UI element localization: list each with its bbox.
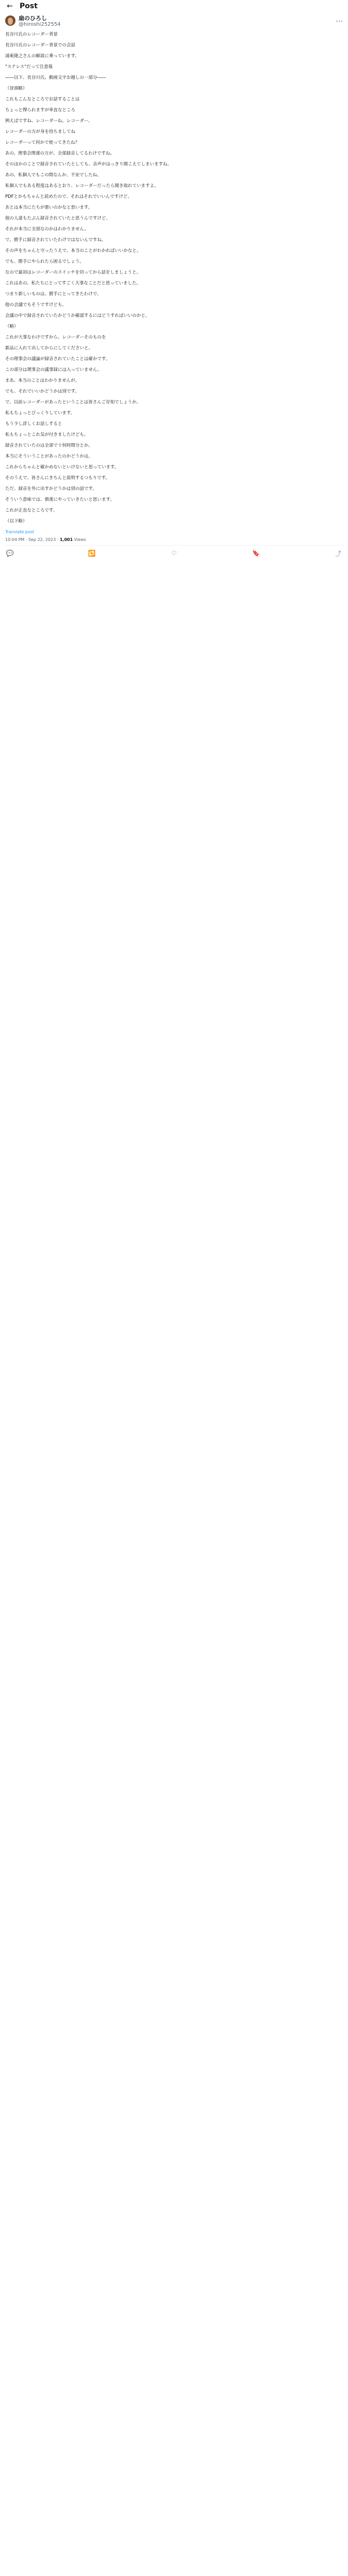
share-icon[interactable]: ⤴ (335, 550, 341, 557)
translate-post-link[interactable]: Translate post (5, 530, 35, 534)
post-paragraph: そういう意味では、慎重にやっていきたいと思います。 (5, 497, 114, 502)
post-content (0, 32, 348, 524)
post-actions (0, 546, 348, 561)
post-paragraph: これはあの、私たちにとってすごく大事なことだと思っていました。 (5, 281, 141, 286)
post-paragraph: で、勝手に録音されていたわけではないんですね。 (5, 238, 106, 243)
bookmark-icon[interactable]: 🔖 (252, 550, 260, 557)
post-paragraph: "ステレス"だって注意報 (5, 64, 53, 70)
post-paragraph: レコーダーって何かで使ってきたね？ (5, 140, 80, 145)
post-paragraph: これが大事なわけですから、レコーダーそのものを (5, 335, 106, 340)
post-meta (0, 537, 348, 542)
post-paragraph: 長谷川氏のレコーダー背景 (5, 32, 58, 37)
more-options-icon[interactable]: … (336, 15, 343, 24)
post-paragraph: これもこんなところでお話することは (5, 97, 80, 102)
reply-icon[interactable]: 💬 (6, 550, 14, 557)
like-icon[interactable]: ♡ (171, 550, 177, 557)
post-paragraph: なので最初はレコーダーのスイッチを切ってから話をしましょうと。 (5, 270, 141, 275)
author-names (19, 15, 61, 28)
post-paragraph: （冒頭略） (5, 86, 27, 91)
post-paragraph: 私もちょっとびっくりしています。 (5, 411, 75, 416)
post-paragraph: ――以下、長谷川氏、動画文字お越しの一部分―― (5, 75, 106, 80)
post-paragraph: その声をちゃんと守ったうえで、本当のことがわかればいいかなと。 (5, 248, 141, 253)
author-name[interactable]: 扇のひろし (19, 15, 47, 22)
post-paragraph: レコーダーの方が身を持ちましてね (5, 129, 76, 134)
post-paragraph: そのほかのことで録音されていたとしても、音声がはっきり聞こえてしまいますね。 (5, 162, 172, 167)
post-paragraph: ちょっと憚られますが率直なところ (5, 108, 76, 113)
post-paragraph: （略） (5, 324, 19, 329)
post-paragraph: あの、理事会関連の方が、全部録音してるわけですね。 (5, 151, 115, 156)
post-paragraph: そのうえで、皆さんにきちんと説明するつもりです。 (5, 476, 110, 481)
avatar[interactable] (5, 15, 15, 26)
post-paragraph: （以下略） (5, 519, 27, 524)
post-paragraph: これが正直なところです。 (5, 508, 58, 513)
post-paragraph: 他の人達もたぶん録音されていたと思うんですけど、 (5, 216, 111, 221)
post-paragraph: その理事会の議論が録音されていたことは確かです。 (5, 357, 110, 362)
post-page (0, 0, 348, 561)
post-paragraph: 浦東隆之さんの解説に乗っています。 (5, 54, 79, 59)
post-paragraph: 長谷川氏のレコーダー背景での会話 (5, 43, 76, 48)
post-paragraph: 会議の中で録音されていたかどうか確認するにはどうすればいいのかと。 (5, 313, 150, 318)
post-paragraph: この部分は理事会の議事録には入っていません。 (5, 367, 102, 372)
post-timestamp[interactable]: 10:04 PM · Sep 22, 2023 (5, 537, 56, 542)
post-paragraph: まあ、本当のことはわかりませんが。 (5, 378, 80, 383)
post-paragraph: それが本当に全部なのかはわかりません。 (5, 227, 89, 232)
post-paragraph: つまり新しいものは、勝手にとってきたわけで、 (5, 292, 102, 297)
meta-separator: · (57, 537, 60, 542)
post-paragraph: でも、それでいいかどうかは別です。 (5, 389, 79, 394)
page-title: Post (20, 2, 38, 10)
post-paragraph: 例えばですね、レコーダーね、レコーダー、 (5, 118, 93, 124)
post-paragraph: 新品に入れて出してからにしてくださいと。 (5, 346, 93, 351)
post-paragraph: でも、勝手にやられたら困るでしょう。 (5, 259, 84, 264)
post-paragraph: PDFとかもちゃんと読めたので、それはそれでいいんですけど、 (5, 194, 132, 199)
author-handle[interactable]: @hiroshi252554 (19, 22, 61, 27)
repost-icon[interactable]: 🔁 (88, 550, 96, 557)
views-label: Views (74, 537, 86, 542)
post-paragraph: もう少し詳しくお話しすると (5, 421, 62, 427)
post-paragraph: あの、私個人でもこの間なんか、不安でしたね。 (5, 173, 102, 178)
post-paragraph: ただ、録音を外に出すかどうかは別の話です。 (5, 486, 97, 492)
back-icon[interactable]: ← (7, 2, 13, 10)
post-paragraph: 私もちょっとこれ気が付きましたけども。 (5, 432, 89, 437)
post-paragraph: あとは本当にたちが悪いのかなと思います。 (5, 205, 93, 210)
post-author (0, 15, 348, 28)
post-paragraph: 録音されていたのは全部で十何時間分とか。 (5, 443, 93, 448)
top-bar (0, 0, 348, 12)
post-paragraph: 本当にそういうことがあったのかどうかは、 (5, 454, 93, 459)
views-count: 1,001 (59, 537, 73, 542)
post-paragraph: 他の会議でもそうですけども、 (5, 302, 67, 308)
post-paragraph: で、以前レコーダーがあったということは皆さんご存知でしょうか。 (5, 400, 141, 405)
post-paragraph: 私個人でもある程度はあるとおり、レコーダーだったら聞き取れていますよ。 (5, 183, 159, 189)
post-paragraph: これからちゃんと確かめないといけないと思っています。 (5, 465, 119, 470)
